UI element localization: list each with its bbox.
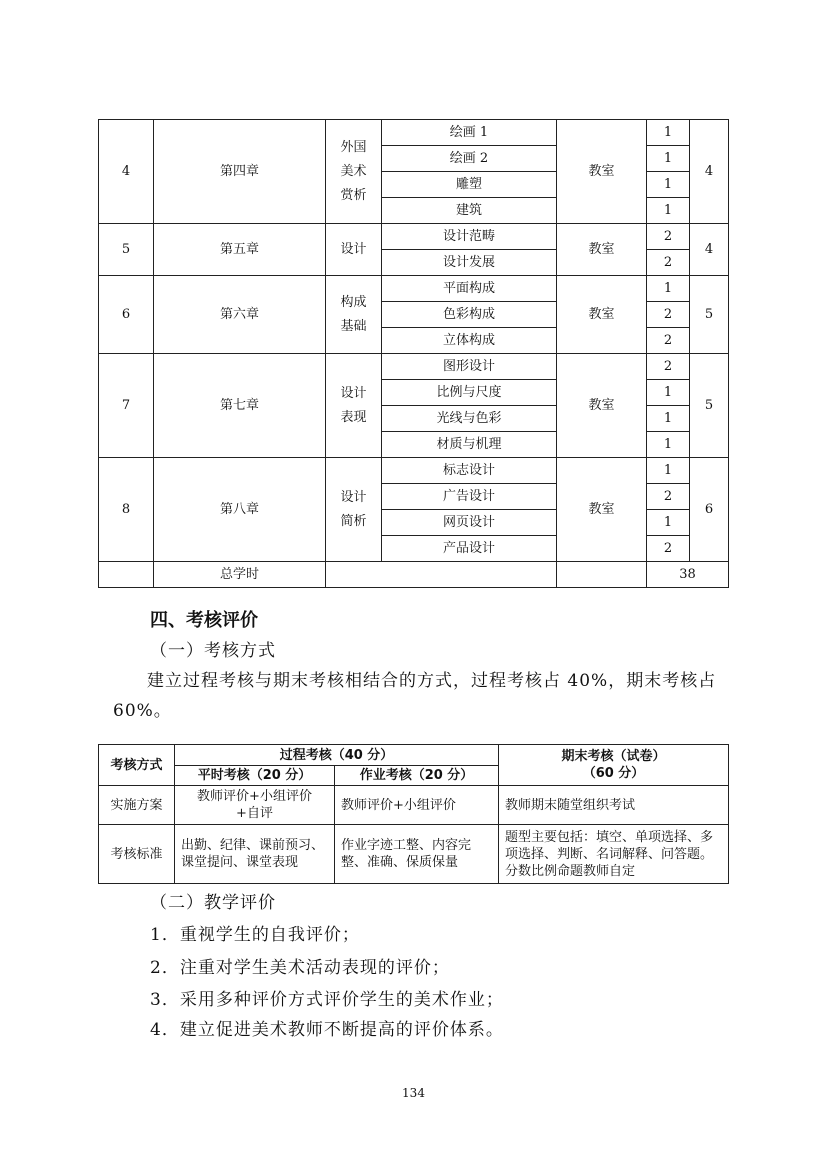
evaluation-item-3: 3．采用多种评价方式评价学生的美术作业； [150,990,504,1010]
row-label-criteria: 考核标准 [99,825,175,884]
module-cell [326,354,382,458]
module-cell [326,458,382,562]
topic-cell: 雕塑 [382,172,557,198]
assessment-header-homework: 作业考核（20 分） [335,766,499,786]
table-row [99,276,729,302]
topic-cell: 比例与尺度 [382,380,557,406]
topic-cell: 建筑 [382,198,557,224]
criteria-final-cell: 题型主要包括：填空、单项选择、多项选择、判断、名词解释、问答题。分数比例命题教师自定 [499,825,729,884]
module-cell [326,276,382,354]
table-row [99,458,729,484]
hours-cell: 1 [647,458,690,484]
topic-cell: 光线与色彩 [382,406,557,432]
assessment-table [98,744,729,884]
assessment-header-final [499,745,729,786]
row-number: 5 [99,224,154,276]
chapter-cell: 第八章 [154,458,326,562]
hours-cell: 1 [647,120,690,146]
chapter-total-hours: 4 [690,120,729,224]
plan-regular-cell [175,786,335,825]
chapter-cell: 第六章 [154,276,326,354]
page-number: 134 [402,1086,425,1100]
hours-cell: 2 [647,484,690,510]
topic-cell: 平面构成 [382,276,557,302]
topic-cell: 标志设计 [382,458,557,484]
evaluation-item-1: 1．重视学生的自我评价； [150,925,360,945]
hours-cell: 1 [647,198,690,224]
topic-cell: 绘画 1 [382,120,557,146]
chapter-cell: 第五章 [154,224,326,276]
row-label-plan: 实施方案 [99,786,175,825]
module-label: 设计表现 [340,385,367,425]
topic-cell: 广告设计 [382,484,557,510]
schedule-table [98,119,729,588]
plan-regular-line2: +自评 [236,806,273,821]
module-cell [326,120,382,224]
assessment-header-regular: 平时考核（20 分） [175,766,335,786]
hours-cell: 2 [647,224,690,250]
topic-cell: 色彩构成 [382,302,557,328]
module-label: 设计简析 [340,489,367,529]
chapter-cell: 第四章 [154,120,326,224]
module-label: 构成基础 [340,294,367,334]
topic-cell: 图形设计 [382,354,557,380]
hours-cell: 1 [647,510,690,536]
chapter-total-hours: 5 [690,354,729,458]
subsection-heading-assessment-method: （一）考核方式 [150,641,276,661]
plan-regular-line1: 教师评价+小组评价 [197,789,312,804]
hours-cell: 1 [647,276,690,302]
hours-cell: 2 [647,302,690,328]
hours-cell: 2 [647,536,690,562]
assessment-header-final-line1: 期末考核（试卷） [561,749,666,764]
chapter-cell: 第七章 [154,354,326,458]
hours-cell: 1 [647,432,690,458]
hours-cell: 2 [647,250,690,276]
hours-cell: 1 [647,172,690,198]
plan-final-cell: 教师期末随堂组织考试 [499,786,729,825]
chapter-total-hours: 6 [690,458,729,562]
topic-cell: 材质与机理 [382,432,557,458]
hours-cell: 2 [647,328,690,354]
hours-cell: 1 [647,146,690,172]
row-number: 8 [99,458,154,562]
topic-cell: 设计发展 [382,250,557,276]
assessment-header-method: 考核方式 [99,745,175,786]
row-number: 7 [99,354,154,458]
chapter-total-hours: 4 [690,224,729,276]
hours-cell: 1 [647,406,690,432]
criteria-regular-cell: 出勤、纪律、课前预习、课堂提问、课堂表现 [175,825,335,884]
assessment-header-final-line2: （60 分） [582,766,645,781]
row-number: 4 [99,120,154,224]
topic-cell: 产品设计 [382,536,557,562]
hours-cell: 2 [647,354,690,380]
row-number: 6 [99,276,154,354]
total-hours: 38 [647,562,729,588]
topic-cell: 设计范畴 [382,224,557,250]
evaluation-item-4: 4．建立促进美术教师不断提高的评价体系。 [150,1020,504,1040]
module-label: 外国美术赏析 [340,139,367,203]
topic-cell: 立体构成 [382,328,557,354]
venue-cell: 教室 [557,276,647,354]
module-label: 设计 [340,241,367,257]
table-row [99,224,729,250]
assessment-header-process: 过程考核（40 分） [175,745,499,766]
total-empty-cell [326,562,557,588]
subsection-heading-teaching-evaluation: （二）教学评价 [150,893,276,913]
total-empty-cell [557,562,647,588]
chapter-total-hours: 5 [690,276,729,354]
module-cell [326,224,382,276]
venue-cell: 教室 [557,120,647,224]
assessment-paragraph: 建立过程考核与期末考核相结合的方式，过程考核占 40%，期末考核占 60%。 [113,671,717,721]
plan-homework-cell: 教师评价+小组评价 [335,786,499,825]
total-row [99,562,729,588]
venue-cell: 教室 [557,458,647,562]
criteria-homework-cell: 作业字迹工整、内容完整、准确、保质保量 [335,825,499,884]
venue-cell: 教室 [557,354,647,458]
topic-cell: 绘画 2 [382,146,557,172]
total-empty-cell [99,562,154,588]
table-row [99,354,729,380]
venue-cell: 教室 [557,224,647,276]
hours-cell: 1 [647,380,690,406]
topic-cell: 网页设计 [382,510,557,536]
table-row [99,120,729,146]
evaluation-item-2: 2．注重对学生美术活动表现的评价； [150,958,450,978]
section-heading: 四、考核评价 [150,610,258,631]
total-label: 总学时 [154,562,326,588]
